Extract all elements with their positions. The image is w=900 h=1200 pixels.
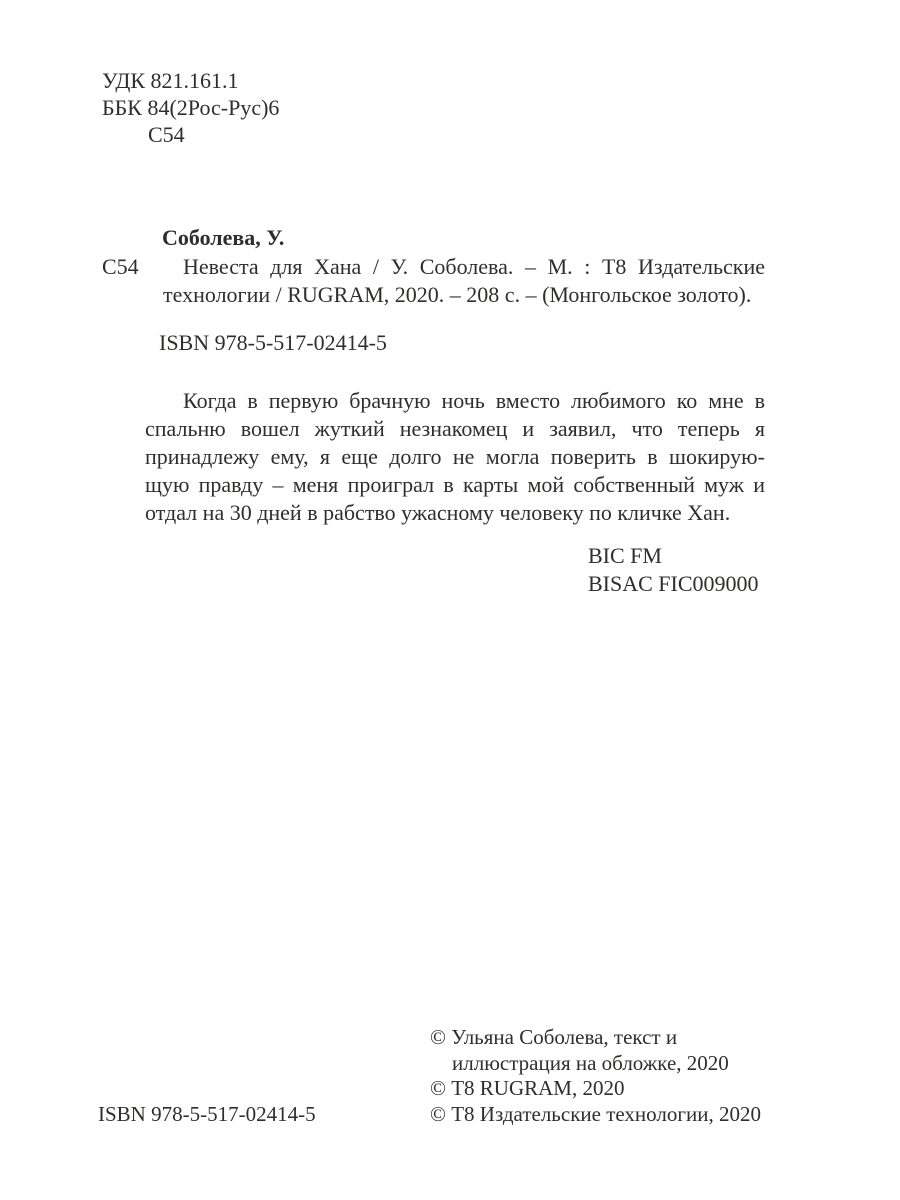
- udk-number: УДК 821.161.1: [102, 68, 239, 93]
- bic-code: BIC FM: [588, 543, 662, 568]
- annotation-line: отдал на 30 дней в рабство ужасному человеку по кличке Хан.: [145, 500, 731, 525]
- author-sign: С54: [148, 122, 185, 147]
- author-heading: Соболева, У.: [162, 225, 285, 250]
- entry-author-sign: С54: [102, 254, 139, 279]
- annotation-line: щую правду – меня проиграл в карты мой собственный муж и: [145, 472, 765, 497]
- copyright-rugram: © Т8 RUGRAM, 2020: [430, 1076, 625, 1100]
- copyright-publisher: © Т8 Издательские технологии, 2020: [430, 1101, 761, 1126]
- annotation-line: Когда в первую брачную ночь вместо любимого ко мне в: [183, 388, 765, 413]
- copyright-author-continued: иллюстрация на обложке, 2020: [452, 1050, 729, 1075]
- classification-block: [102, 67, 279, 148]
- annotation-line: принадлежу ему, я еще долго не могла поверить в шокирую-: [145, 444, 765, 469]
- copyright-block: [430, 1025, 761, 1127]
- trade-codes-block: [588, 542, 759, 598]
- bbk-number: ББК 84(2Рос-Рус)6: [102, 95, 280, 120]
- isbn-bottom: ISBN 978-5-517-02414-5: [98, 1102, 316, 1126]
- bib-entry-line: технологии / RUGRAM, 2020. – 208 с. – (Монгольское золото).: [163, 282, 752, 307]
- annotation-line: спальню вошел жуткий незнакомец и заявил, что теперь я: [145, 416, 765, 441]
- bib-entry-line: Невеста для Хана / У. Соболева. – М. : Т8 Издательские: [183, 254, 765, 279]
- bisac-code: BISAC FIC009000: [588, 571, 759, 596]
- isbn-top: ISBN 978-5-517-02414-5: [159, 330, 387, 355]
- bibliographic-entry: [163, 253, 765, 309]
- copyright-author: © Ульяна Соболева, текст и: [430, 1025, 678, 1049]
- annotation-paragraph: [145, 387, 765, 527]
